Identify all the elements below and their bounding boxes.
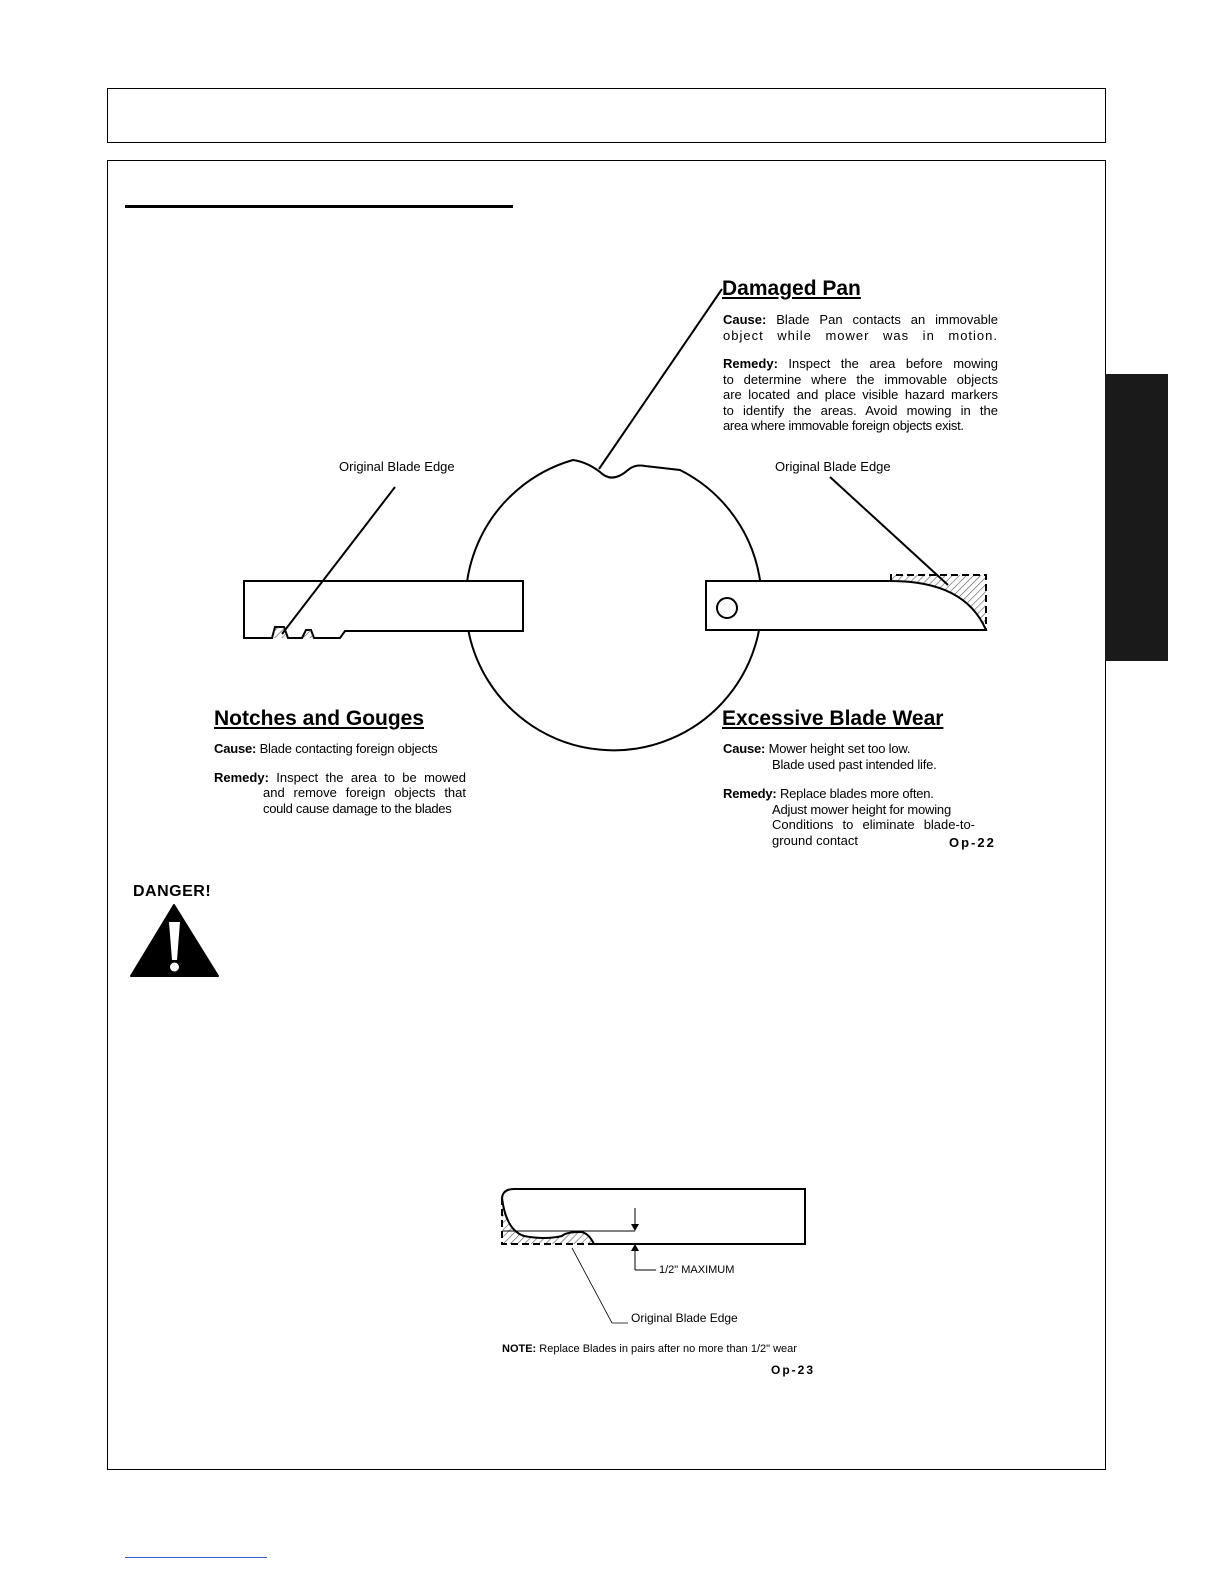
notches-remedy-line-1: Remedy: Inspect the area to be mowed xyxy=(214,769,466,785)
fig2-max-label: 1/2" MAXIMUM xyxy=(659,1264,735,1276)
damaged-pan-remedy-line-4: to identify the areas. Avoid mowing in the xyxy=(723,402,998,418)
damaged-pan-cause-line-1: Cause: Blade Pan contacts an immovable xyxy=(723,312,998,327)
figure-number-op23: Op-23 xyxy=(771,1363,816,1377)
right-blade-leader xyxy=(830,477,948,585)
wear-text xyxy=(723,741,978,848)
notches-cause-line: Cause: Blade contacting foreign objects xyxy=(214,741,438,756)
fig2-edge-leader xyxy=(572,1248,628,1323)
left-blade-edge-label: Original Blade Edge xyxy=(339,459,455,474)
damaged-pan-remedy-line-3: are located and place visible hazard markers xyxy=(723,387,998,402)
wear-remedy-line-3: Conditions to eliminate blade-to- xyxy=(772,817,975,832)
damaged-pan-cause-line-2: object while mower was in motion. xyxy=(723,327,998,343)
damaged-pan-remedy-line-2: to determine where the immovable objects xyxy=(723,371,998,387)
notches-text xyxy=(214,741,466,816)
notches-title: Notches and Gouges xyxy=(214,707,425,730)
damaged-pan-title: Damaged Pan xyxy=(722,277,861,300)
notches-remedy-line-2: and remove foreign objects that xyxy=(263,785,466,800)
fig2-note: NOTE: Replace Blades in pairs after no more than 1/2" wear xyxy=(502,1343,797,1355)
wear-remedy-line-1: Remedy: Replace blades more often. xyxy=(723,786,934,801)
danger-warning-icon xyxy=(131,905,218,976)
fig2-blade xyxy=(502,1189,805,1244)
right-blade-bolt-hole xyxy=(717,598,737,618)
damaged-pan-remedy-line-5: area where immovable foreign objects exist. xyxy=(723,418,964,433)
fig2-arrow-up-icon xyxy=(631,1244,639,1251)
notches-remedy-line-3: could cause damage to the blades xyxy=(263,800,452,816)
wear-cause-line-2: Blade used past intended life. xyxy=(772,756,937,772)
right-blade-edge-label: Original Blade Edge xyxy=(775,459,891,474)
wear-title: Excessive Blade Wear xyxy=(722,707,944,730)
wear-remedy-line-2: Adjust mower height for mowing xyxy=(772,801,951,817)
wear-remedy-line-4: ground contact xyxy=(772,832,859,848)
damaged-pan-text xyxy=(723,312,998,434)
fig2-edge-label: Original Blade Edge xyxy=(631,1311,738,1325)
damaged-pan-leader xyxy=(599,289,722,469)
damaged-pan-remedy-line-1: Remedy: Inspect the area before mowing xyxy=(723,356,998,371)
figure-number-op22: Op-22 xyxy=(949,835,996,850)
wear-cause-line-1: Cause: Mower height set too low. xyxy=(723,741,911,756)
danger-label: DANGER! xyxy=(133,883,212,900)
